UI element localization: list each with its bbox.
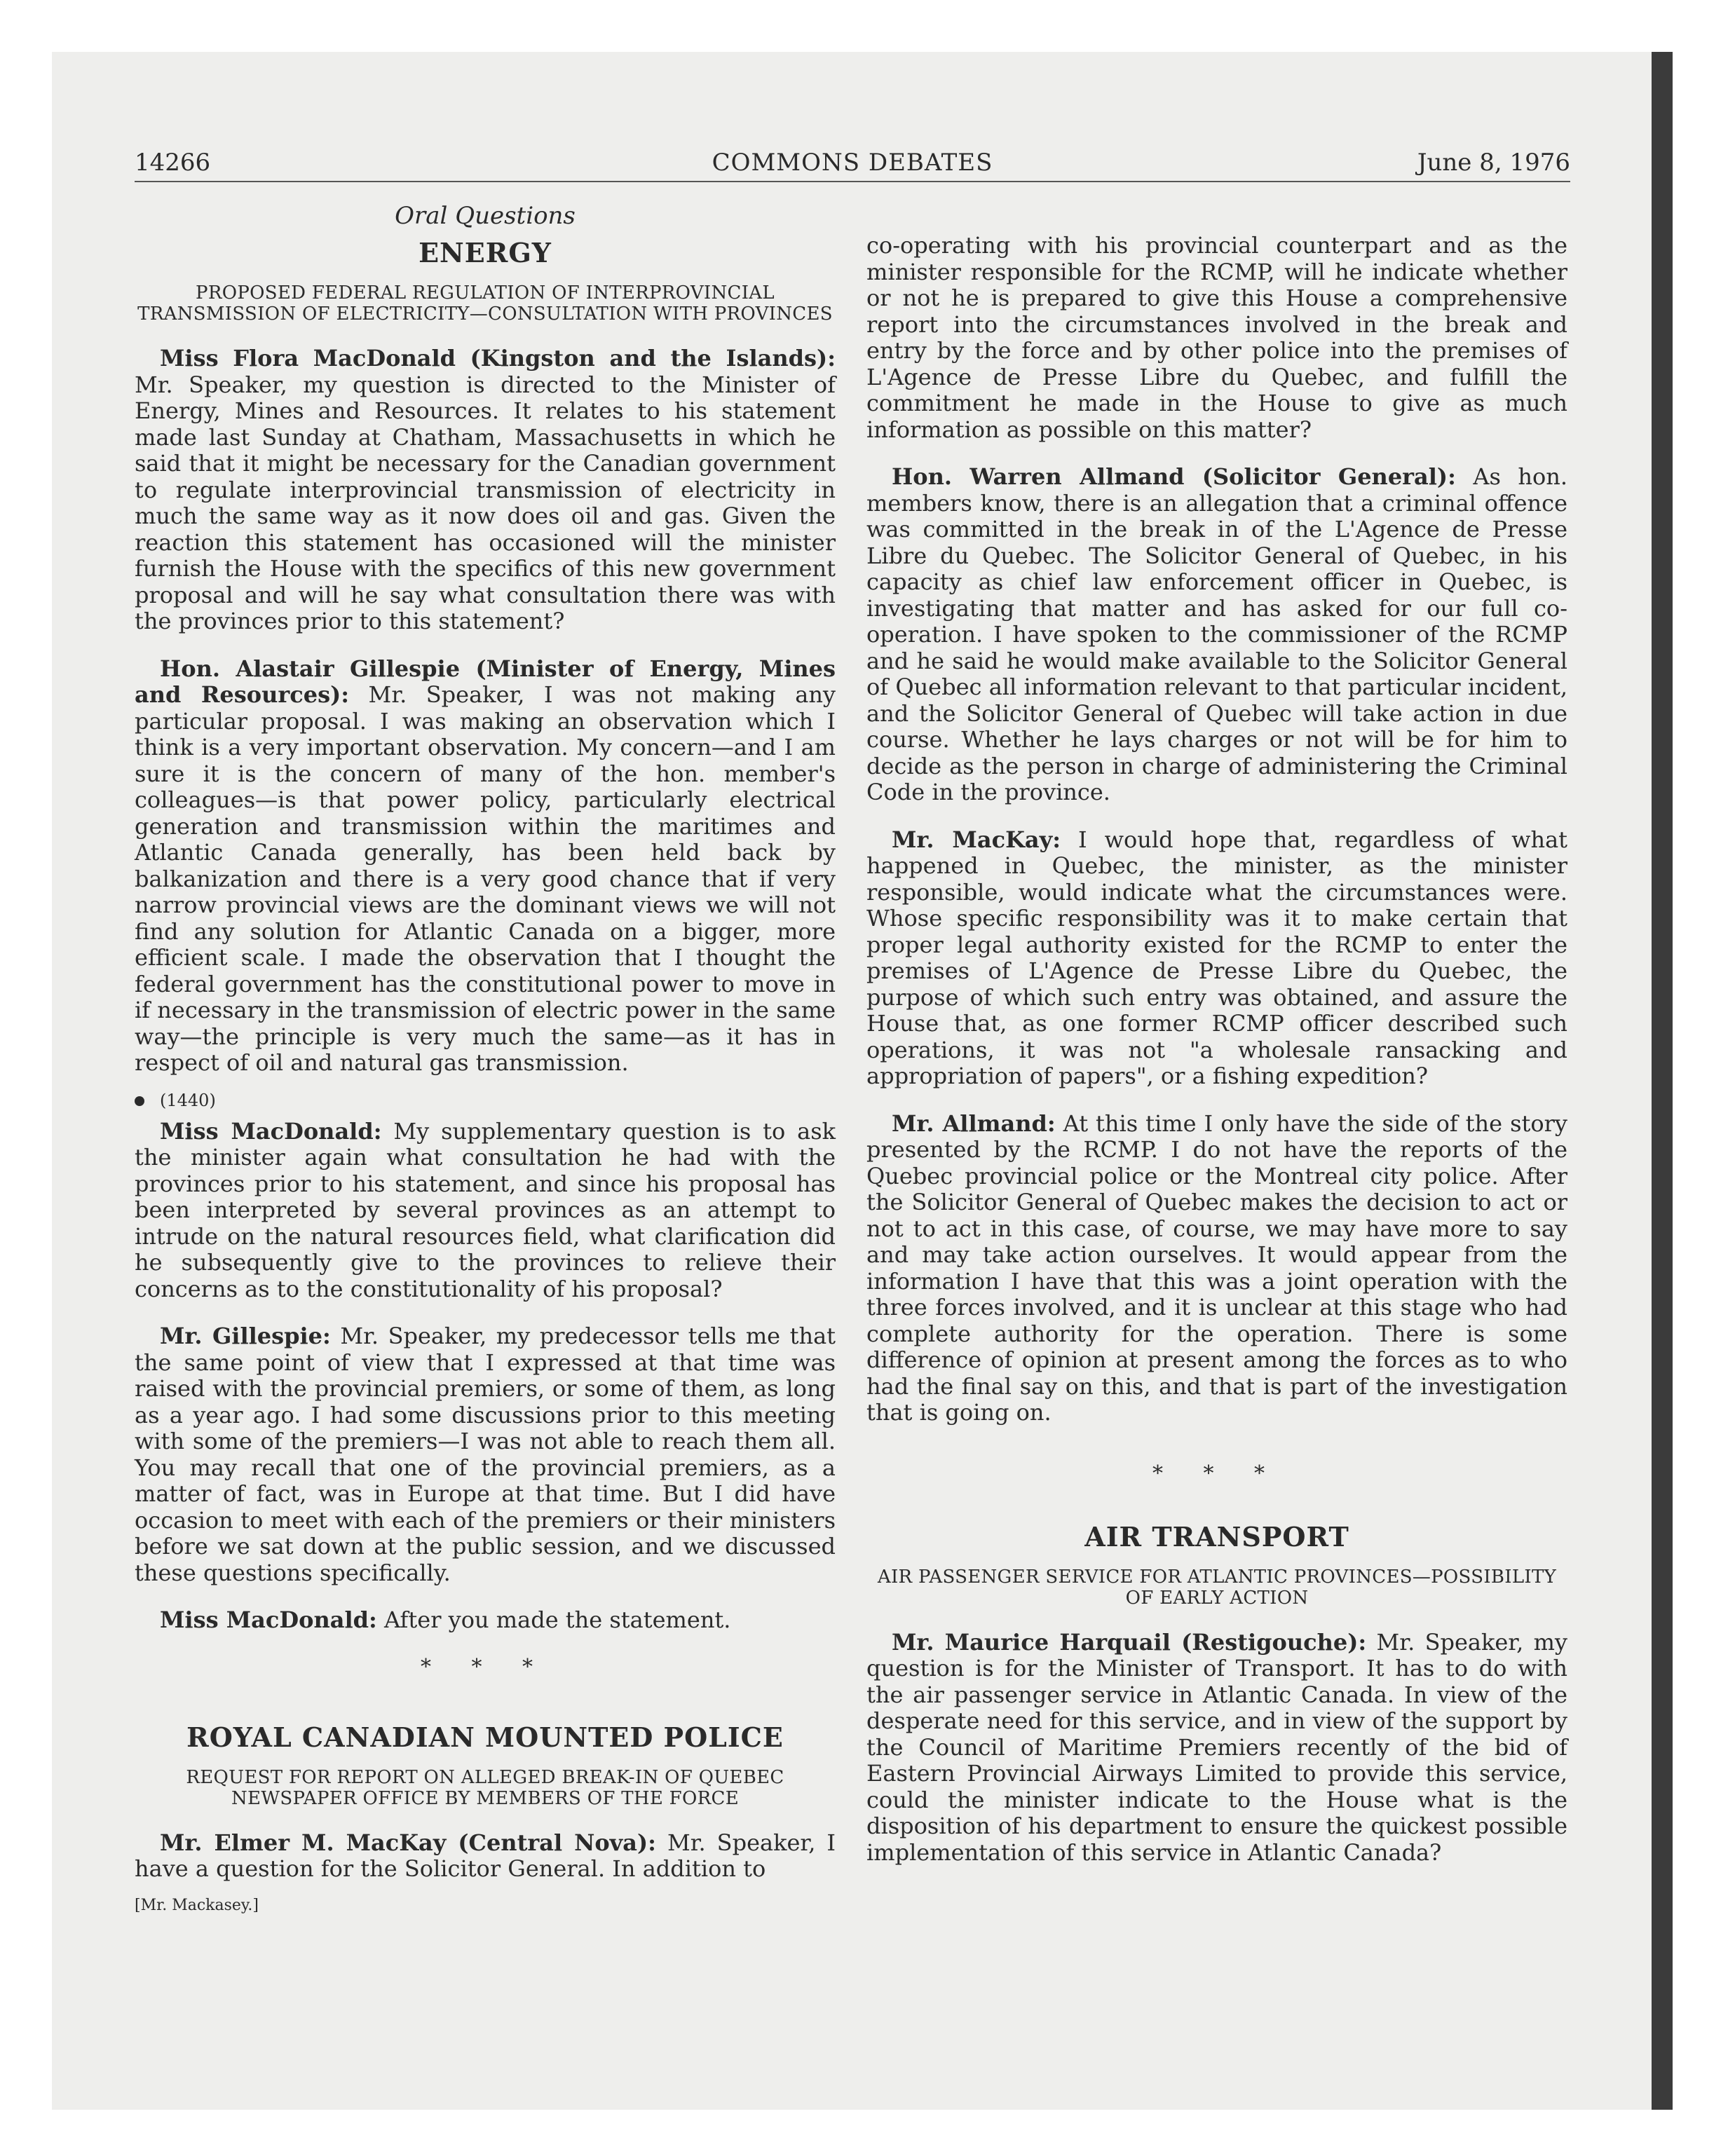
right-column: [866, 233, 1567, 1866]
time-marker-text: (1440): [160, 1090, 216, 1110]
speech-text: Mr. Speaker, my predecessor tells me that the same point of view that I expressed at that time was raised with the provincial premiers, or some of them, as long as a year ago. I had some discussions prior to this meeting with some of the premiers—I was not able to reach them all. You may recall that one of the provincial premiers, as a matter of fact, was in Europe at that time. But I did have occasion to meet with each of the premiers or their ministers before we sat down at the public session, and we discussed these questions specifically.: [135, 1323, 836, 1586]
section-separator-stars: * * *: [1152, 1461, 1282, 1486]
section-title-energy: ENERGY: [419, 237, 552, 268]
section-title-air-transport: AIR TRANSPORT: [1084, 1520, 1349, 1553]
speech-text: Mr. Speaker, I have a question for the Solicitor General. In addition to: [135, 1829, 836, 1882]
section-title-rcmp: ROYAL CANADIAN MOUNTED POLICE: [186, 1721, 784, 1753]
page-date: June 8, 1976: [1417, 149, 1570, 177]
speech-text: As hon. members know, there is an allegation that a criminal offence was committed in the break in of the L'Agence de Presse Libre du Quebec. The Solicitor General of Quebec, in his capacity as chief law enforcement officer in Quebec, is investigating that matter and has asked for our full co-operation. I have spoken to the commissioner of the RCMP and he said he would make available to the Solicitor General of Quebec all information relevant to that particular incident, and the Solicitor General of Quebec will take action in due course. Whether he lays charges or not will be for him to decide as the person in charge of administering the Criminal Code in the province.: [866, 463, 1568, 805]
speech-paragraph: [866, 827, 1567, 1090]
speaker-name: Miss MacDonald:: [160, 1606, 377, 1633]
speech-text: Mr. Speaker, my question is directed to the Minister of Energy, Mines and Resources. It relates to his statement made last Sunday at Chatham, Massachusetts in which he said that it might be necessary for the Canadian government to regulate interprovincial transmission of electricity in much the same way as it now does oil and gas. Given the reaction this statement has occasioned will the minister furnish the House with the specifics of this new government proposal and will he say what consultation there was with the provinces prior to this statement?: [135, 371, 836, 634]
speech-text: co-operating with his provincial counterpart and as the minister responsible for the RCMP, will he indicate whether or not he is prepared to give this House a comprehensive report into the circumstances involved in the break and entry by the force and by other police into the premises of L'Agence de Presse Libre du Quebec, and fulfill the commitment he made in the House to give as much information as possible on this matter?: [866, 232, 1567, 443]
page-number: 14266: [135, 149, 211, 177]
speaker-name: Mr. Gillespie:: [160, 1323, 331, 1349]
section-separator-stars: * * *: [420, 1654, 550, 1679]
speaker-footnote: [Mr. Mackasey.]: [135, 1896, 259, 1914]
speaker-name: Mr. Allmand:: [892, 1110, 1056, 1137]
speech-paragraph: [135, 346, 836, 635]
bullet-dot-icon: [135, 1096, 144, 1106]
speaker-name: Hon. Alastair Gillespie (Minister of Energy, Mines and Resources):: [135, 655, 836, 708]
speech-paragraph: [135, 1607, 836, 1634]
time-marker: [135, 1091, 836, 1110]
speaker-name: Miss Flora MacDonald (Kingston and the Islands):: [160, 345, 836, 371]
speech-text: At this time I only have the side of the story presented by the RCMP. I do not have the reports of the Quebec provincial police or the Montreal city police. After the Solicitor General of Quebec makes the decision to act or not to act in this case, of course, we may have more to say and may take action ourselves. It would appear from the information I have that this was a joint operation with the three forces involved, and it is unclear at this stage who had complete authority for the operation. There is some difference of opinion at present among the forces as to who had the final say on this, and that is part of the investigation that is going on.: [866, 1110, 1567, 1426]
page-binding-shadow: [1652, 52, 1673, 2110]
page-header: [135, 146, 1570, 179]
speech-paragraph: [135, 656, 836, 1077]
section-subtitle-rcmp: REQUEST FOR REPORT ON ALLEGED BREAK-IN OF QUEBEC NEWSPAPER OFFICE BY MEMBERS OF THE FORCE: [186, 1766, 784, 1809]
header-rule: [135, 181, 1570, 182]
speech-text: I would hope that, regardless of what happened in Quebec, the minister, as the minister responsible, would indicate what the circumstances were. Whose specific responsibility was it to make certain that proper legal authority existed for the RCMP to enter the premises of L'Agence de Presse Libre du Quebec, the purpose of which such entry was obtained, and assure the House that, as one former RCMP officer described such operations, it was not "a wholesale ransacking and appropriation of papers", or a fishing expedition?: [866, 826, 1568, 1089]
speaker-name: Hon. Warren Allmand (Solicitor General):: [892, 463, 1456, 490]
speech-text: Mr. Speaker, my question is for the Minister of Transport. It has to do with the air passenger service in Atlantic Canada. In view of the desperate need for this service, and in view of the support by the Council of Maritime Premiers recently of the bid of Eastern Provincial Airways Limited to provide this service, could the minister indicate to the House what is the disposition of his department to ensure the quickest possible implementation of this service in Atlantic Canada?: [866, 1628, 1567, 1866]
section-heading-oral-questions: Oral Questions: [395, 202, 576, 230]
speech-paragraph: [866, 1630, 1567, 1867]
section-subtitle-energy: PROPOSED FEDERAL REGULATION OF INTERPROVINCIAL TRANSMISSION OF ELECTRICITY—CONSULTATION WITH PROVINCES: [137, 282, 833, 325]
speech-text: After you made the statement.: [376, 1606, 731, 1633]
speaker-name: Mr. Maurice Harquail (Restigouche):: [892, 1628, 1367, 1656]
speech-text: My supplementary question is to ask the minister again what consultation he had with the provinces prior to his statement, and since his proposal has been interpreted by several provinces as an attempt to intrude on the natural resources field, what clarification did he subsequently give to the provinces to relieve their concerns as to the constitutionality of his proposal?: [135, 1117, 836, 1302]
speech-paragraph: [135, 1830, 836, 1883]
speech-paragraph: [866, 464, 1567, 806]
speech-paragraph: [866, 1111, 1567, 1426]
section-subtitle-air-transport: AIR PASSENGER SERVICE FOR ATLANTIC PROVINCES—POSSIBILITY OF EARLY ACTION: [877, 1566, 1557, 1609]
left-column: [135, 198, 836, 1914]
running-title: COMMONS DEBATES: [712, 149, 993, 177]
speaker-name: Miss MacDonald:: [160, 1117, 382, 1145]
speaker-name: Mr. MacKay:: [892, 826, 1061, 853]
speech-text: Mr. Speaker, I was not making any particular proposal. I was making an observation which I think is a very important observation. My concern—and I am sure it is the concern of many of the hon. member's colleagues—is that power policy, particularly electrical generation and transmission within the maritimes and Atlantic Canada generally, has been held back by balkanization and there is a very good chance that if very narrow provincial views are the dominant views we will not find any solution for Atlantic Canada on a bigger, more efficient scale. I made the observation that I thought the federal government has the constitutional power to move in if necessary in the transmission of electric power in the same way—the principle is very much the same—as it has in respect of oil and natural gas transmission.: [135, 681, 836, 1076]
speech-paragraph: [135, 1119, 836, 1303]
speech-paragraph: [135, 1323, 836, 1586]
speech-paragraph-continued: [866, 233, 1567, 443]
speaker-name: Mr. Elmer M. MacKay (Central Nova):: [160, 1829, 656, 1856]
